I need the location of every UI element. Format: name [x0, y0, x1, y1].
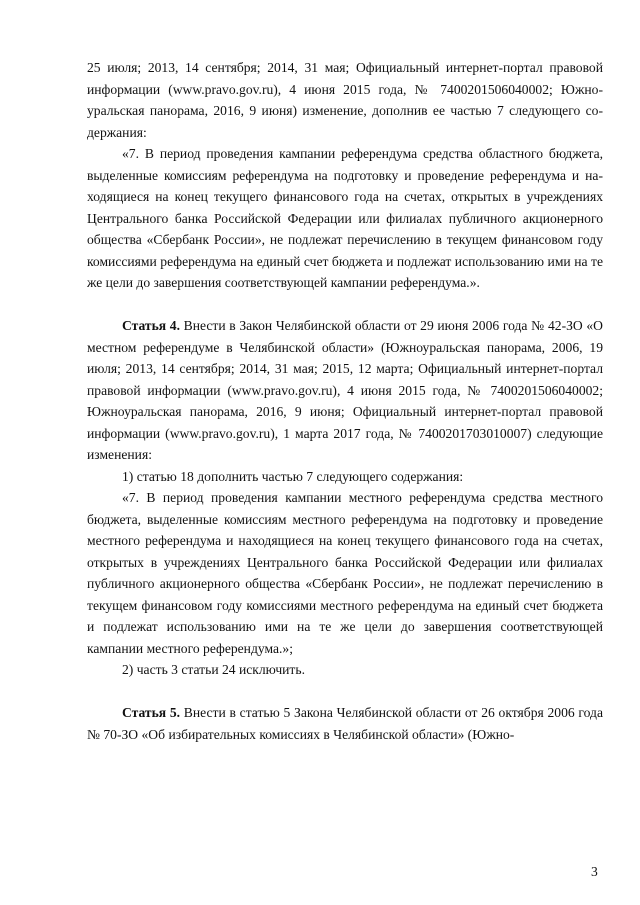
article-5-heading: Статья 5.	[122, 705, 181, 720]
article-4-item-1: 1) статью 18 дополнить частью 7 следующего содержания:	[122, 468, 464, 484]
spacer	[87, 294, 603, 316]
page-number: 3	[591, 864, 598, 879]
article-4-text: Внести в Закон Челябинской области от 29 июня 2006 года № 42-ЗО «О местном референдуме в Челябинской области» (Южноуральская панорама, 2006, 19 июля; 2013, 14 сентября; 2014, 31 мая; 2015, 12 марта; Официальный интернет-портал правовой информации (www.pravo.gov.ru), 4 июня 2015 года, № 7400201506040002; Южноуральская панорама, 2016, 9 июня; Официальный интернет-портал правовой информации (www.pravo.gov.ru), 1 марта 2017 года, № 7400201703010007) следующие изменения:	[87, 318, 603, 462]
article-4	[87, 315, 603, 466]
document-body	[87, 57, 603, 745]
article-4-quote: «7. В период проведения кампании местного референдума средства местного бюджета, выделенные комиссиям местного референдума на подготовку и проведение местного референдума и находящиеся на конец текущего финансового года на счетах, открытых в учреждениях Центрального банка Российской Федерации или филиалах публичного акционерного общества «Сбербанк России», не подлежат перечислению в текущем финансовом году комиссиями местного референдума на единый счет бюджета и подлежат использованию ими на те же цели до завершения соответствующей кампании местного референдума.»;	[87, 490, 603, 656]
article-5-text: Внести в статью 5 Закона Челябинской области от 26 октября 2006 года № 70-ЗО «Об избирательных комиссиях в Челябинской области» (Южно-	[87, 705, 603, 742]
article-4-item-2: 2) часть 3 статьи 24 исключить.	[122, 662, 305, 677]
article-5	[87, 702, 603, 745]
paragraph-quote-part7: «7. В период проведения кампании референдума средства областного бюджета, выделенные комиссиям референдума на подготовку и проведение референдума и находящиеся на конец текущего финансового года на счетах, открытых в учреждениях Центрального банка Российской Федерации или филиалах публичного акционерного общества «Сбербанк России», не подлежат перечислению в текущем финансовом году комиссиями референдума на единый счет бюджета и подлежат использованию ими на те же цели до завершения соответствующей кампании референдума.».	[87, 146, 603, 290]
article-4-heading: Статья 4.	[122, 318, 180, 333]
paragraph-intro: 25 июля; 2013, 14 сентября; 2014, 31 мая; Официальный интернет-портал правовой информации (www.pravo.gov.ru), 4 июня 2015 года, № 7400201506040002; Южноуральская панорама, 2016, 9 июня) изменение, дополнив ее частью 7 следующего содержания:	[87, 60, 603, 140]
spacer	[87, 681, 603, 703]
